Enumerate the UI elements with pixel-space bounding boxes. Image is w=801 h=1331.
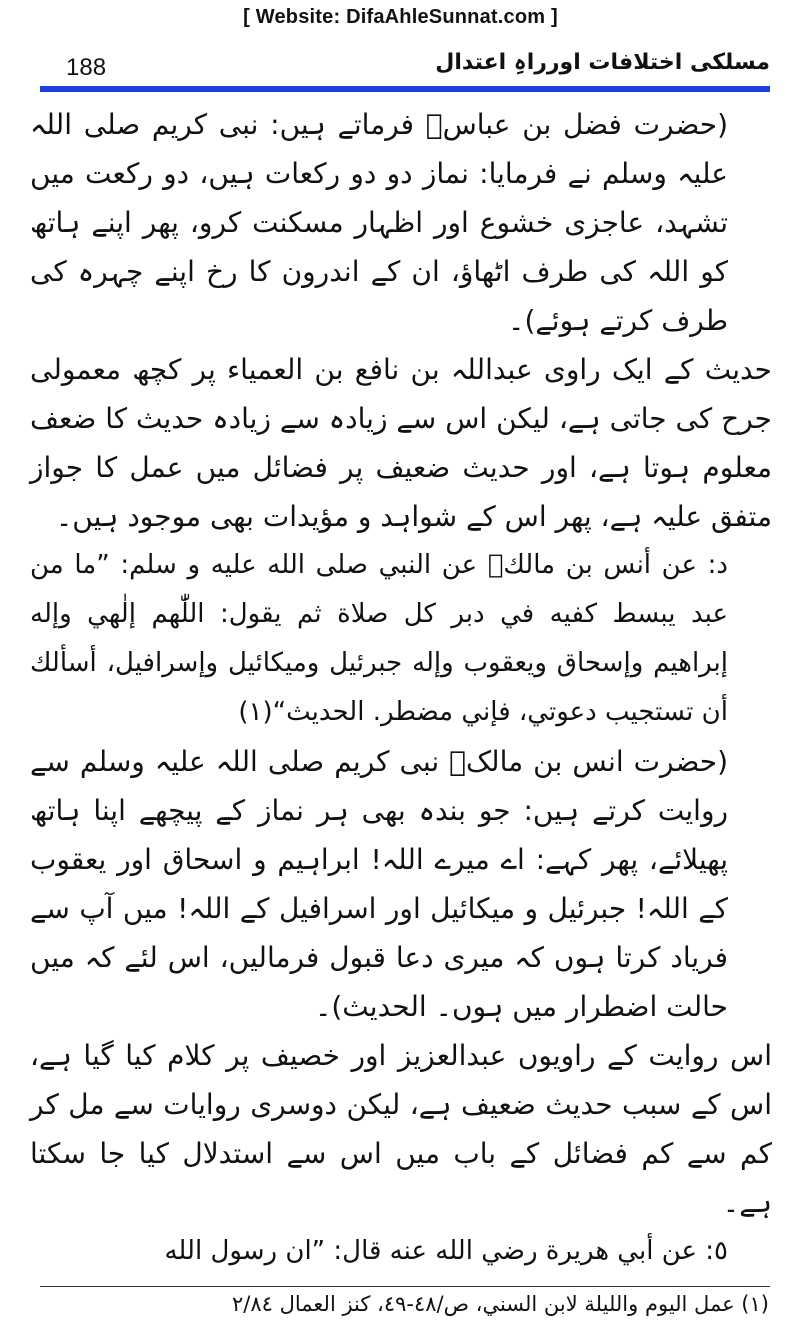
arabic-hadith-paragraph: ٥: عن أبي هريرة رضي الله عنه قال: ”ان رسول الله	[164, 1236, 728, 1266]
page-header	[40, 48, 770, 86]
page-body	[30, 100, 772, 1276]
header-divider	[40, 86, 770, 92]
running-title: مسلکی اختلافات اورراہِ اعتدال	[435, 50, 770, 75]
commentary-paragraph: حدیث کے ایک راوی عبداللہ بن نافع بن العمیاء پر کچھ معمولی جرح کی جاتی ہے، لیکن اس سے زیادہ سے زیادہ حدیث کا ضعف معلوم ہوتا ہے، اور حدیث ضعیف پر فضائل میں عمل کا جواز متفق علیہ ہے، پھر اس کے شواہد و مؤیدات بھی موجود ہیں۔	[30, 353, 772, 533]
commentary-paragraph: اس روایت کے راویوں عبدالعزیز اور خصیف پر کلام کیا گیا ہے، اس کے سبب حدیث ضعیف ہے، لیکن دوسری روایات سے مل کر کم سے کم فضائل کے باب میں اس سے استدلال کیا جا سکتا ہے۔	[30, 1039, 772, 1219]
page-number: 188	[66, 54, 107, 81]
footnote-divider	[40, 1286, 770, 1287]
hadith-translation-paragraph: (حضرت فضل بن عباسؓ فرماتے ہیں: نبی کریم صلی اللہ علیہ وسلم نے فرمایا: نماز دو دو رکعات ہیں، دو رکعت میں تشہد، عاجزی خشوع اور اظہار مسکنت کرو، پھر اپنے ہاتھ کو اللہ کی طرف اٹھاؤ، ان کے اندرون کا رخ اپنے چہرہ کی طرف کرتے ہوئے)۔	[30, 108, 728, 337]
hadith-translation-paragraph: (حضرت انس بن مالکؓ نبی کریم صلی اللہ علیہ وسلم سے روایت کرتے ہیں: جو بندہ بھی ہر نماز کے پیچھے اپنا ہاتھ پھیلائے، پھر کہے: اے میرے اللہ! ابراہیم و اسحاق اور یعقوب کے اللہ! جبرئیل و میکائیل اور اسرافیل کے اللہ! میں آپ سے فریاد کرتا ہوں کہ میری دعا قبول فرمالیں، اس لئے کہ میں حالت اضطرار میں ہوں۔ الحدیث)۔	[30, 745, 728, 1023]
website-banner: [ Website: DifaAhleSunnat.com ]	[243, 6, 558, 28]
footnote: (١) عمل اليوم والليلة لابن السني، ص/٤٨-٤٩، كنز العمال ٢/٨٤	[232, 1292, 769, 1316]
arabic-hadith-paragraph: د: عن أنس بن مالكؓ عن النبي صلى الله عليه و سلم: ”ما من عبد يبسط كفيه في دبر كل صلاة ثم يقول: اللّٰهم إلٰهي وإله إبراهيم وإسحاق ويعقوب وإله جبرئيل وميكائيل وإسرافيل، أسألك أن تستجيب دعوتي، فإني مضطر. الحديث“(١)	[30, 550, 728, 727]
